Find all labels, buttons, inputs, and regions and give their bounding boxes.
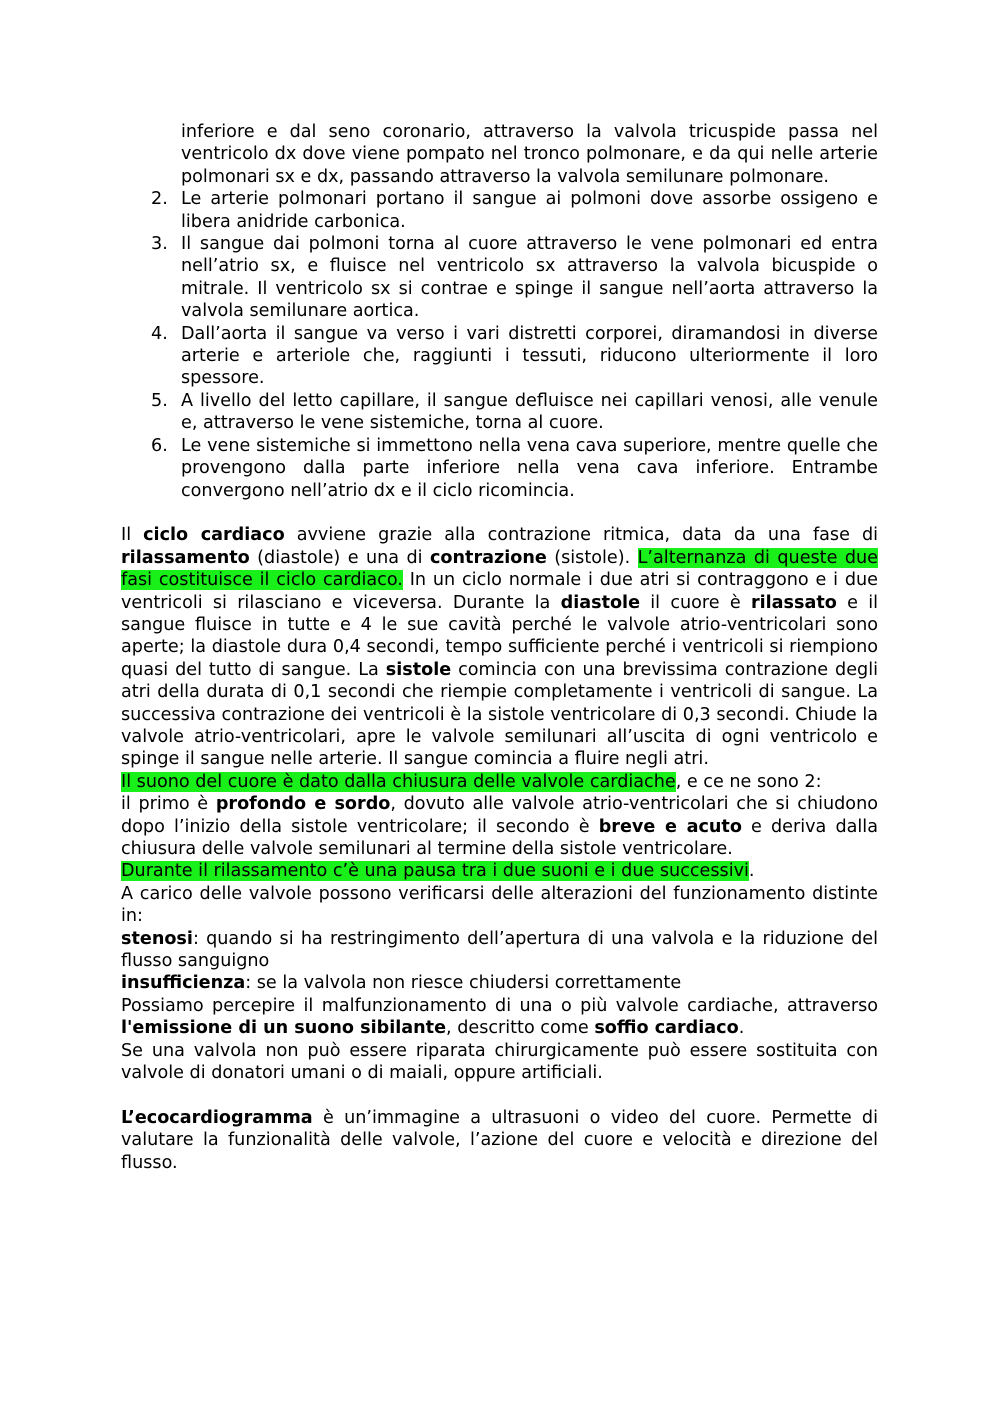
soffio-paragraph [121, 995, 878, 1040]
text-run: : quando si ha restringimento dell’apertura di una valvola e la riduzione del flusso sanguigno [121, 928, 878, 972]
highlighted-text: Durante il rilassamento c’è una pausa tra i due suoni e i due successivi [121, 861, 749, 882]
text-run: Il [121, 525, 144, 546]
bold-term: L’ecocardiogramma [121, 1107, 313, 1128]
list-item-text: inferiore e dal seno coronario, attraverso la valvola tricuspide passa nel ventricolo dx dove viene pompato nel tronco polmonare, e da qui nelle arterie polmonari sx e dx, passando attraverso la valvola semilunare polmonare. [181, 122, 878, 187]
text-run: e deriva dalla chiusura delle valvole semilunari al termine della sistole ventricolare. [121, 816, 878, 859]
highlighted-text: L’alternanza di queste due fasi costituisce il ciclo cardiaco. [121, 547, 878, 591]
text-run: . [738, 1018, 745, 1039]
bold-term: ciclo cardiaco [143, 525, 285, 546]
text-run: e il sangue fluisce in tutte e 4 le sue cavità perché le valvole atrio-ventricolari sono aperte; la diastole dura 0,4 secondi, tempo sufficiente perché i ventricoli si riempiono quasi del tutto di sangue. La [121, 592, 878, 680]
bold-term: breve e acuto [598, 816, 742, 837]
text-run: il cuore è [640, 592, 751, 613]
stenosi-paragraph [121, 928, 878, 973]
bold-term: rilassato [750, 592, 837, 613]
text-run: è un’immagine a ultrasuoni o video del cuore. Permette di valutare la funzionalità delle valvole, l’azione del cuore e velocità e direzione del flusso. [121, 1107, 878, 1173]
circulation-steps-list [121, 121, 878, 502]
list-item [121, 233, 878, 323]
list-item [121, 323, 878, 390]
text-run: . [748, 861, 755, 882]
list-item-number: 6. [151, 435, 168, 456]
bold-term: stenosi [121, 928, 193, 949]
bold-term: sistole [385, 659, 452, 680]
list-item-number: 5. [151, 390, 168, 411]
bold-term: contrazione [430, 547, 547, 568]
text-run: avviene grazie alla contrazione ritmica, data da una fase di [284, 525, 879, 546]
list-item-number: 3. [151, 234, 168, 255]
text-run: , e ce ne sono 2: [675, 771, 822, 792]
list-item-text: Dall’aorta il sangue va verso i vari distretti corporei, diramandosi in diverse arterie e arteriole che, raggiunti i tessuti, riducono ulteriormente il loro spessore. [181, 323, 878, 389]
list-item [121, 188, 878, 233]
list-item-number: 2. [151, 189, 168, 210]
text-run: (sistole). [546, 547, 638, 568]
list-item [121, 435, 878, 502]
text-run: comincia con una brevissima contrazione degli atri della durata di 0,1 secondi che riempie completamente i ventricoli di sangue. La successiva contrazione dei ventricoli è la sistole ventricolare di 0,3 secondi. Chiude la valvole atrio-ventricolari, apre le valvole semilunari all’uscita di ogni ventricolo e spinge il sangue nelle arterie. Il sangue comincia a fluire negli atri. [121, 659, 878, 770]
primo-secondo-paragraph [121, 793, 878, 860]
list-item [121, 390, 878, 435]
list-item [121, 121, 878, 188]
text-run: , descritto come [446, 1018, 595, 1039]
list-item-text: Le vene sistemiche si immettono nella vena cava superiore, mentre quelle che provengono dalla parte inferiore nella vena cava inferiore. Entrambe convergono nell’atrio dx e il ciclo ricomincia. [181, 435, 878, 501]
document-page [121, 121, 878, 1174]
list-item-number: 4. [151, 323, 168, 344]
bold-term: diastole [560, 592, 641, 613]
bold-term: insufficienza [121, 973, 246, 994]
alterazioni-paragraph: A carico delle valvole possono verificarsi delle alterazioni del funzionamento distinte in: [121, 883, 878, 927]
text-run: Possiamo percepire il malfunzionamento di una o più valvole cardiache, attraverso [121, 995, 878, 1016]
bold-term: soffio cardiaco [594, 1018, 739, 1039]
ciclo-cardiaco-paragraph [121, 524, 878, 770]
rilassamento-paragraph [121, 860, 878, 882]
ecocardiogramma-paragraph [121, 1107, 878, 1174]
insufficienza-paragraph [121, 972, 878, 994]
list-item-text: A livello del letto capillare, il sangue defluisce nei capillari venosi, alle venule e, attraverso le vene sistemiche, torna al cuore. [181, 390, 878, 434]
text-run: : se la valvola non riesce chiudersi correttamente [245, 973, 682, 994]
suono-paragraph [121, 771, 878, 793]
text-run: , dovuto alle valvole atrio-ventricolari che si chiudono dopo l’inizio della sistole ventricolare; il secondo è [121, 794, 878, 837]
list-item-text: Il sangue dai polmoni torna al cuore attraverso le vene polmonari ed entra nell’atrio sx, e fluisce nel ventricolo sx attraverso la valvola bicuspide o mitrale. Il ventricolo sx si contrae e spinge il sangue nell’aorta attraverso la valvola semilunare aortica. [181, 234, 878, 322]
bold-term: profondo e sordo [215, 794, 391, 815]
paragraph-spacer [121, 502, 878, 524]
text-run: il primo è [121, 794, 216, 815]
bold-term: l'emissione di un suono sibilante [121, 1018, 447, 1039]
list-item-text: Le arterie polmonari portano il sangue ai polmoni dove assorbe ossigeno e libera anidride carbonica. [181, 189, 878, 232]
bold-term: rilassamento [121, 547, 250, 568]
text-run: (diastole) e una di [249, 547, 430, 568]
text-run: In un ciclo normale i due atri si contraggono e i due ventricoli si rilasciano e viceversa. Durante la [121, 570, 878, 613]
highlighted-text: Il suono del cuore è dato dalla chiusura delle valvole cardiache [121, 771, 676, 792]
sostituzione-paragraph: Se una valvola non può essere riparata chirurgicamente può essere sostituita con valvole di donatori umani o di maiali, oppure artificiali. [121, 1040, 878, 1084]
paragraph-spacer [121, 1084, 878, 1106]
